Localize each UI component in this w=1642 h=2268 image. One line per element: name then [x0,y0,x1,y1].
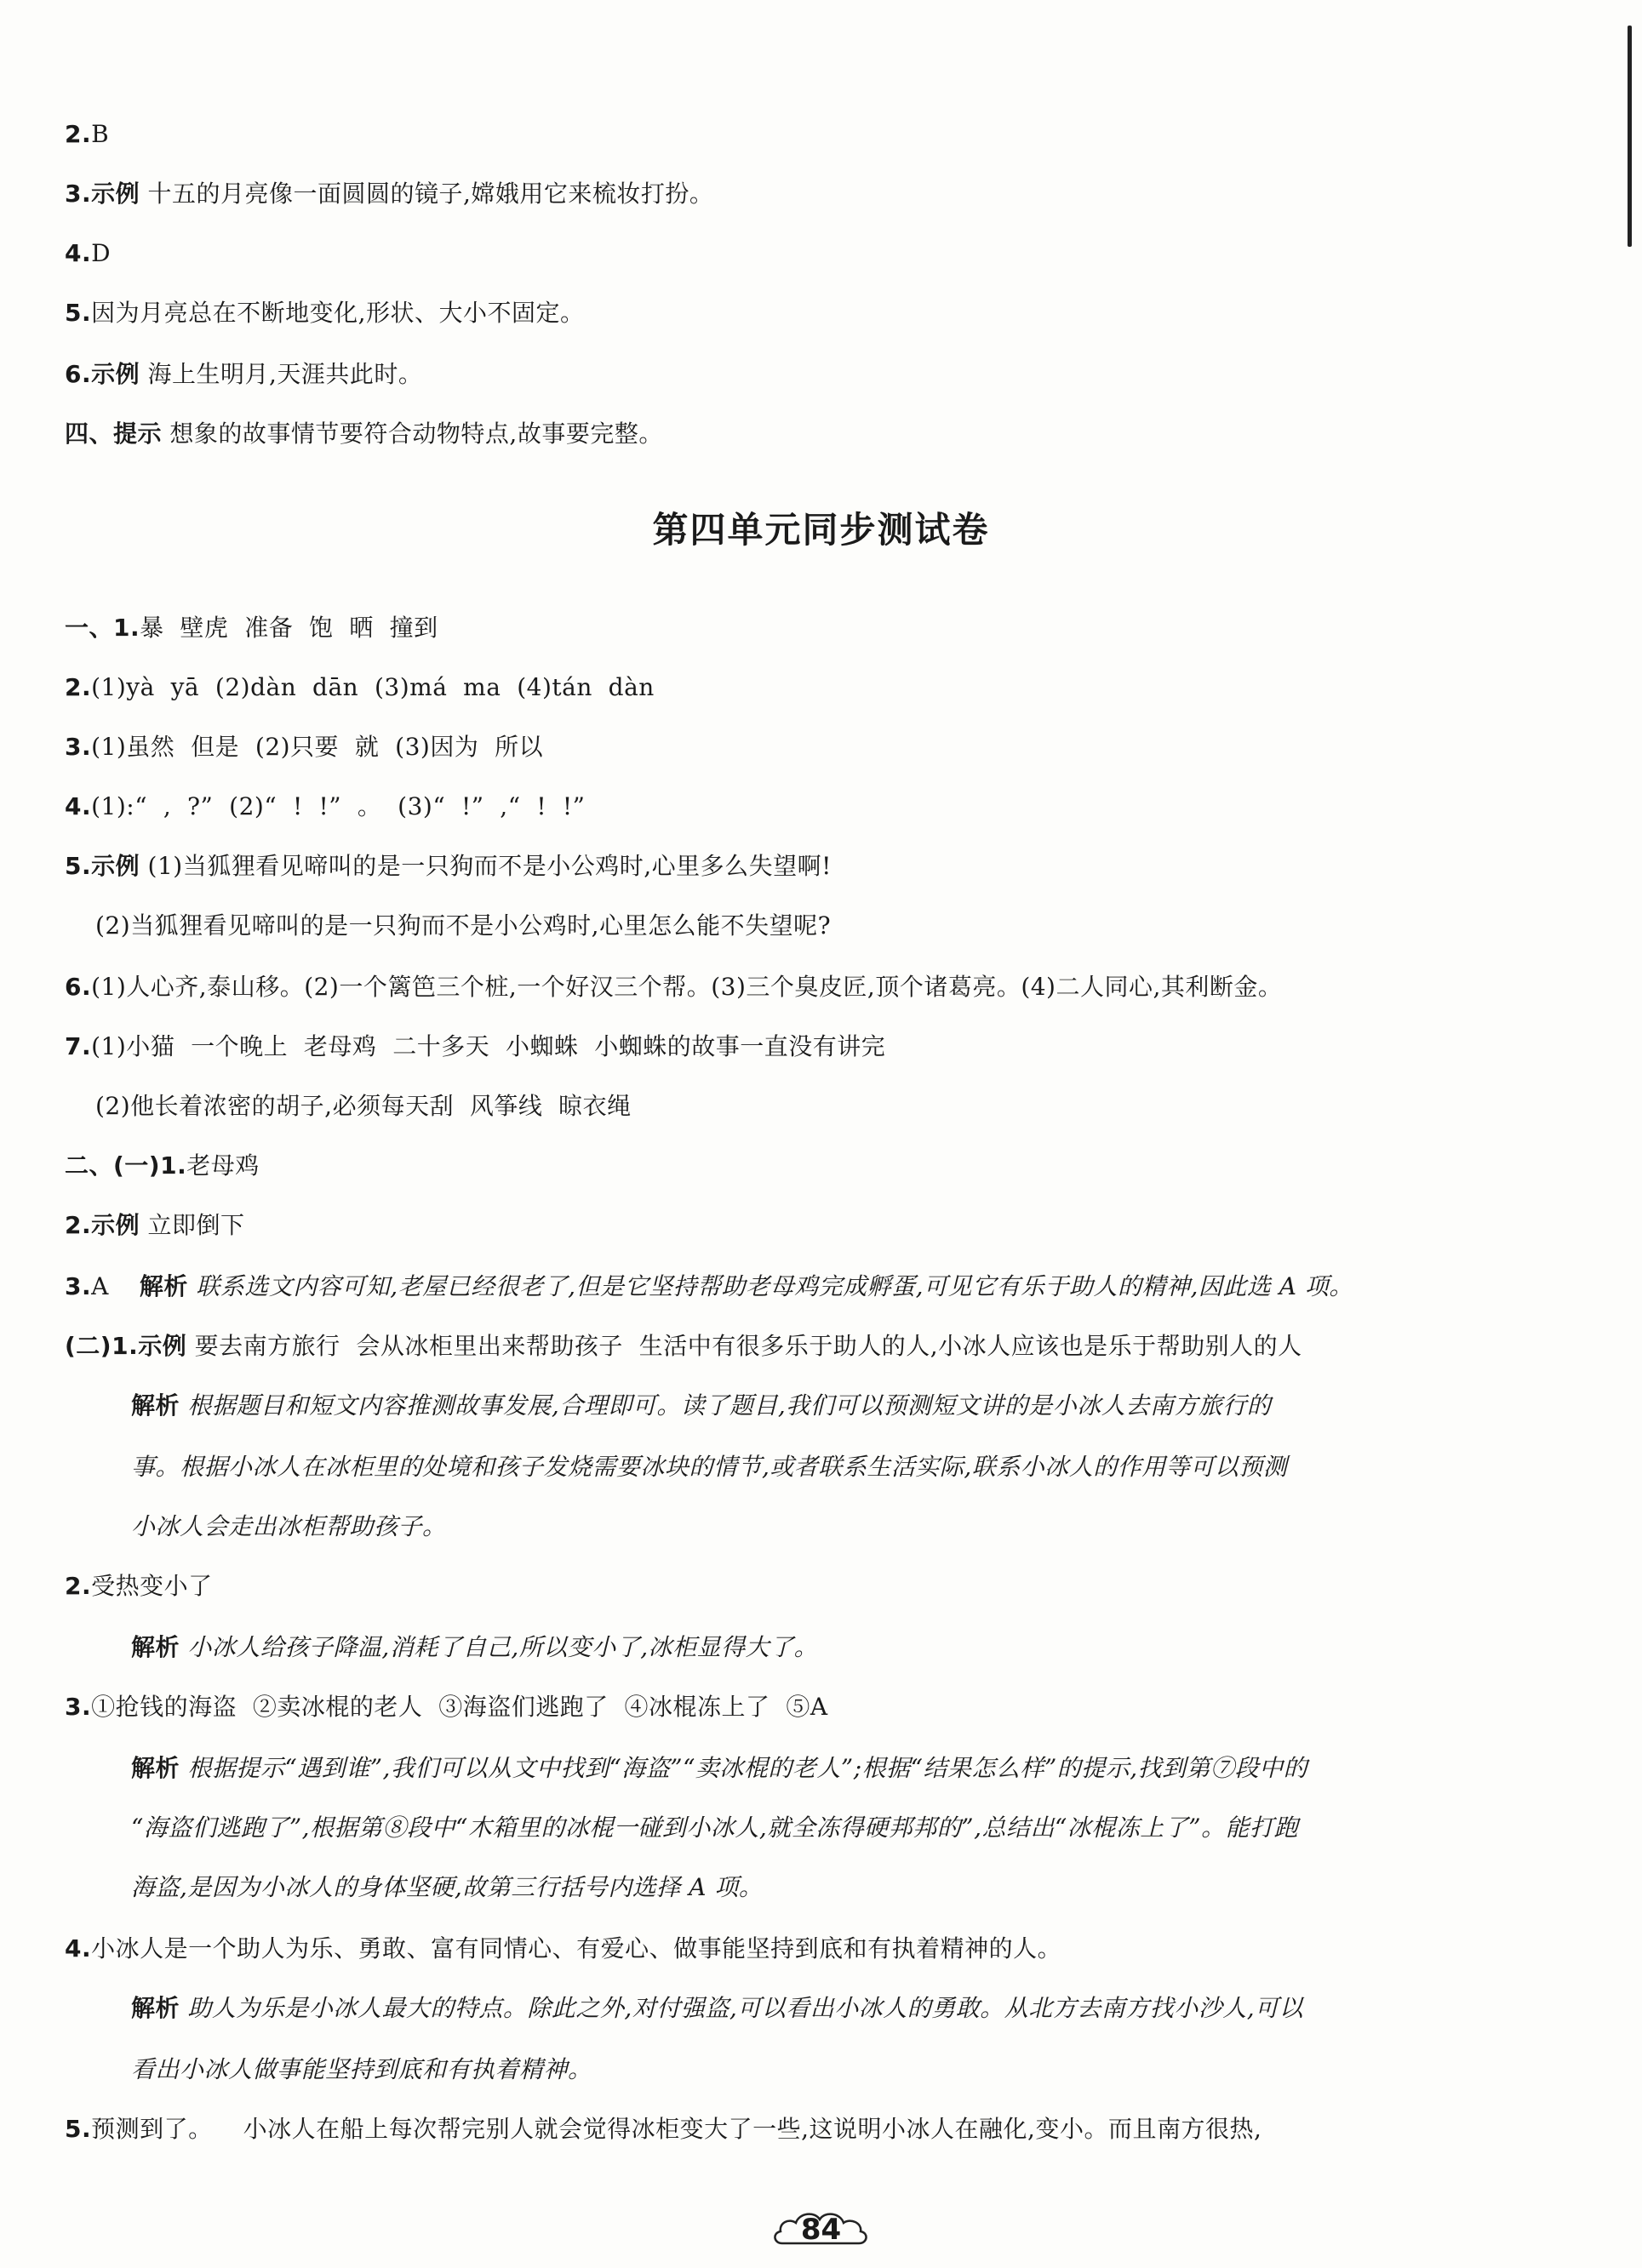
analysis-line: 解析 助人为乐是小冰人最大的特点。除此之外,对付强盗,可以看出小冰人的勇敢。从北方去南方找小沙人,可以 [131,1994,1304,2022]
answer-line: 2.(1)yà yā (2)dàn dān (3)má ma (4)tán dàn [65,673,655,701]
analysis-line: 看出小冰人做事能坚持到底和有执着精神。 [131,2055,592,2083]
answer-line: 4.小冰人是一个助人为乐、勇敢、富有同情心、有爱心、做事能坚持到底和有执着精神的人。 [65,1934,1062,1962]
answer-line: 4.(1):“ , ?” (2)“ ! !” 。 (3)“ !” ,“ ! !” [65,792,586,820]
answer-line: (2)他长着浓密的胡子,必须每天刮 风筝线 晾衣绳 [95,1092,632,1120]
analysis-line: 解析 小冰人给孩子降温,消耗了自己,所以变小了,冰柜显得大了。 [131,1633,819,1661]
answer-line: 4.D [65,239,112,267]
answer-line: 二、(一)1.老母鸡 [65,1151,260,1180]
answer-line: 5.示例 (1)当狐狸看见啼叫的是一只狗而不是小公鸡时,心里多么失望啊! [65,852,832,880]
page-number: 84 [800,2213,842,2247]
analysis-line: 海盗,是因为小冰人的身体坚硬,故第三行括号内选择 A 项。 [131,1873,764,1901]
answer-line: (二)1.示例 要去南方旅行 会从冰柜里出来帮助孩子 生活中有很多乐于助人的人,小冰人应该也是乐于帮助别人的人 [65,1332,1302,1360]
answer-line: 3.(1)虽然 但是 (2)只要 就 (3)因为 所以 [65,733,544,761]
answer-line: 2.受热变小了 [65,1572,213,1600]
page-edge-line [1628,26,1632,247]
page-number-badge [770,2206,872,2254]
answer-line: 6.(1)人心齐,泰山移。(2)一个篱笆三个桩,一个好汉三个帮。(3)三个臭皮匠,顶个诸葛亮。(4)二人同心,其利断金。 [65,973,1283,1001]
answer-line: 5.预测到了。 小冰人在船上每次帮完别人就会觉得冰柜变大了一些,这说明小冰人在融化,变小。而且南方很热, [65,2115,1262,2143]
answer-line: 3.①抢钱的海盗 ②卖冰棍的老人 ③海盗们逃跑了 ④冰棍冻上了 ⑤A [65,1693,828,1721]
analysis-line: 解析 根据题目和短文内容推测故事发展,合理即可。读了题目,我们可以预测短文讲的是小冰人去南方旅行的 [131,1391,1272,1420]
answer-line: 四、提示 想象的故事情节要符合动物特点,故事要完整。 [65,420,663,448]
answer-line: 一、1.暴 壁虎 准备 饱 晒 撞到 [65,614,438,642]
page-title: 第四单元同步测试卷 [652,509,990,551]
analysis-line: 事。根据小冰人在冰柜里的处境和孩子发烧需要冰块的情节,或者联系生活实际,联系小冰人的作用等可以预测 [131,1453,1288,1481]
answer-line: 2.B [65,120,110,148]
analysis-line: 小冰人会走出冰柜帮助孩子。 [131,1512,447,1540]
answer-line: 7.(1)小猫 一个晚上 老母鸡 二十多天 小蜘蛛 小蜘蛛的故事一直没有讲完 [65,1032,886,1060]
answer-line: 3.A 解析 联系选文内容可知,老屋已经很老了,但是它坚持帮助老母鸡完成孵蛋,可见它有乐于助人的精神,因此选 A 项。 [65,1272,1353,1300]
analysis-line: “海盗们逃跑了”,根据第⑧段中“木箱里的冰棍一碰到小冰人,就全冻得硬邦邦的”,总结出“冰棍冻上了”。能打跑 [131,1814,1299,1842]
answer-line: (2)当狐狸看见啼叫的是一只狗而不是小公鸡时,心里怎么能不失望呢? [95,911,832,940]
answer-line: 6.示例 海上生明月,天涯共此时。 [65,360,423,388]
answer-line: 3.示例 十五的月亮像一面圆圆的镜子,嫦娥用它来梳妆打扮。 [65,180,714,208]
answer-line: 2.示例 立即倒下 [65,1211,245,1239]
answer-line: 5.因为月亮总在不断地变化,形状、大小不固定。 [65,299,585,327]
analysis-line: 解析 根据提示“遇到谁”,我们可以从文中找到“海盗”“卖冰棍的老人”;根据“结果怎么样”的提示,找到第⑦段中的 [131,1754,1308,1782]
